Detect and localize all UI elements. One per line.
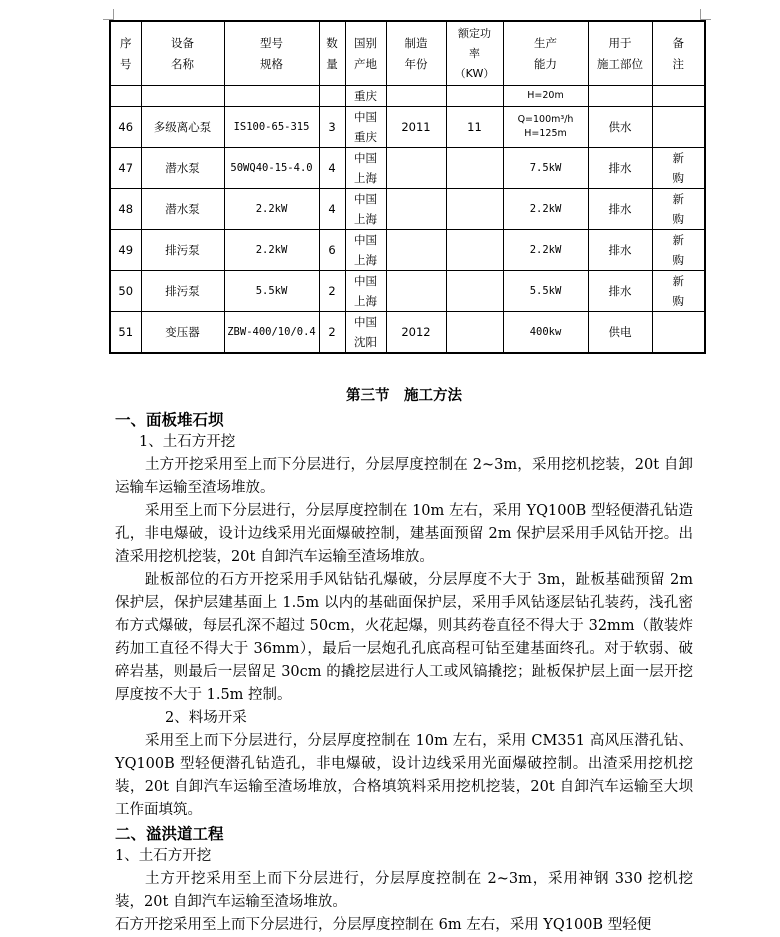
- cell-usage: 排水: [588, 271, 652, 312]
- header-qty: 数 量: [319, 21, 345, 86]
- cell-capacity: Q=100m³/h H=125m: [503, 107, 588, 148]
- header-no: 序 号: [110, 21, 141, 86]
- cell-year: [386, 148, 446, 189]
- cell-usage: 供水: [588, 107, 652, 148]
- cell-note: [652, 107, 705, 148]
- paragraph-quarry: 采用至上而下分层进行，分层厚度控制在 10m 左右，采用 CM351 高风压潜孔钻、YQ100B 型轻便潜孔钻造孔，非电爆破，设计边线采用光面爆破控制。出渣采用挖机挖装，20t 自卸汽车运输至渣场堆放，合格填筑料采用挖机挖装，20t 自卸汽车运输至大坝工作面填筑。: [115, 733, 693, 818]
- heading-dam: 一、面板堆石坝: [115, 410, 224, 429]
- cell-no: 47: [110, 148, 141, 189]
- cell-model: ZBW-400/10/0.4: [224, 312, 319, 354]
- cell-name: 排污泵: [141, 230, 224, 271]
- cell-note: 新 购: [652, 271, 705, 312]
- cell-power: [446, 312, 503, 354]
- paragraph-spillway-rock: 石方开挖采用至上而下分层进行，分层厚度控制在 6m 左右，采用 YQ100B 型轻便: [115, 917, 652, 933]
- cell-name: 潜水泵: [141, 148, 224, 189]
- cell-capacity: 2.2kW: [503, 189, 588, 230]
- cell-no: 48: [110, 189, 141, 230]
- cell-model: 2.2kW: [224, 230, 319, 271]
- cell-qty: 3: [319, 107, 345, 148]
- cell-model: IS100-65-315: [224, 107, 319, 148]
- cell-model: 50WQ40-15-4.0: [224, 148, 319, 189]
- cell-note: 新 购: [652, 189, 705, 230]
- cell-qty: 2: [319, 271, 345, 312]
- header-year: 制造 年份: [386, 21, 446, 86]
- cell-name: 变压器: [141, 312, 224, 354]
- cell-name: 排污泵: [141, 271, 224, 312]
- cell-origin: 中国 上海: [345, 189, 386, 230]
- header-model: 型号 规格: [224, 21, 319, 86]
- cell-qty: 6: [319, 230, 345, 271]
- cell-power: 11: [446, 107, 503, 148]
- cell-usage: 排水: [588, 148, 652, 189]
- subheading-quarry: 2、料场开采: [165, 710, 247, 726]
- cell-qty: 2: [319, 312, 345, 354]
- paragraph-toe-slab: 趾板部位的石方开挖采用手风钻钻孔爆破，分层厚度不大于 3m，趾板基础预留 2m 保护层，保护层建基面上 1.5m 以内的基础面保护层，采用手风钻逐层钻孔装药，浅孔密布方式爆破，每层孔深不超过 50cm，火花起爆，则其药卷直径不得大于 32mm（散装炸药加工直径不得大于 36mm），最后一层炮孔孔底高程可钻至建基面终孔。对于软弱、破碎岩基，则最后一层留足 30cm 的撬挖层进行人工或风镐撬挖；趾板保护层上面一层开挖厚度按不大于 1.5m 控制。: [115, 572, 693, 703]
- cell-usage: 排水: [588, 189, 652, 230]
- heading-spillway: 二、溢洪道工程: [115, 824, 224, 843]
- cell-power: [446, 148, 503, 189]
- cell-no: 50: [110, 271, 141, 312]
- paragraph-earth-excavation: 土方开挖采用至上而下分层进行，分层厚度控制在 2~3m，采用挖机挖装，20t 自卸运输车运输至渣场堆放。: [115, 457, 693, 496]
- cell-year: 2011: [386, 107, 446, 148]
- equipment-table: [109, 20, 706, 354]
- cell-model: 2.2kW: [224, 189, 319, 230]
- cell-usage: 排水: [588, 230, 652, 271]
- cell-model: 5.5kW: [224, 271, 319, 312]
- header-power: 额定功 率 （KW）: [446, 21, 503, 86]
- header-capacity: 生产 能力: [503, 21, 588, 86]
- cell-origin: 重庆: [345, 86, 386, 107]
- document-body: [115, 384, 693, 937]
- cell-note: 新 购: [652, 230, 705, 271]
- cell-power: [446, 271, 503, 312]
- cell-no: 51: [110, 312, 141, 354]
- cell-name: 多级离心泵: [141, 107, 224, 148]
- table-header-row: [110, 21, 705, 86]
- header-note: 备 注: [652, 21, 705, 86]
- cell-qty: 4: [319, 189, 345, 230]
- subheading-excavation: 1、土石方开挖: [139, 434, 236, 450]
- table-row: [110, 107, 705, 148]
- cell-year: [386, 189, 446, 230]
- cell-capacity: 7.5kW: [503, 148, 588, 189]
- table-row: [110, 271, 705, 312]
- header-name: 设备 名称: [141, 21, 224, 86]
- cell-capacity: H=20m: [503, 86, 588, 107]
- cell-capacity: 400kw: [503, 312, 588, 354]
- cell-capacity: 5.5kW: [503, 271, 588, 312]
- page-corner-mark-right: [700, 9, 711, 20]
- cell-no: 49: [110, 230, 141, 271]
- cell-note: [652, 312, 705, 354]
- cell-power: [446, 189, 503, 230]
- cell-name: 潜水泵: [141, 189, 224, 230]
- table-row: [110, 312, 705, 354]
- table-row: [110, 230, 705, 271]
- cell-year: [386, 230, 446, 271]
- cell-qty: 4: [319, 148, 345, 189]
- header-usage: 用于 施工部位: [588, 21, 652, 86]
- cell-year: 2012: [386, 312, 446, 354]
- header-origin: 国别 产地: [345, 21, 386, 86]
- cell-origin: 中国 重庆: [345, 107, 386, 148]
- cell-origin: 中国 沈阳: [345, 312, 386, 354]
- paragraph-rock-excavation: 采用至上而下分层进行，分层厚度控制在 10m 左右，采用 YQ100B 型轻便潜孔钻造孔，非电爆破，设计边线采用光面爆破控制，建基面预留 2m 保护层采用手风钻开挖。出渣采用挖机挖装，20t 自卸汽车运输至渣场堆放。: [115, 503, 693, 565]
- section-title: 第三节 施工方法: [346, 387, 462, 404]
- cell-origin: 中国 上海: [345, 230, 386, 271]
- page-corner-mark-left: [103, 9, 114, 20]
- cell-origin: 中国 上海: [345, 148, 386, 189]
- cell-no: 46: [110, 107, 141, 148]
- cell-origin: 中国 上海: [345, 271, 386, 312]
- table-row-partial: [110, 86, 705, 107]
- cell-power: [446, 230, 503, 271]
- paragraph-spillway-earth: 土方开挖采用至上而下分层进行，分层厚度控制在 2~3m，采用神钢 330 挖机挖装，20t 自卸汽车运输至渣场堆放。: [115, 871, 693, 910]
- cell-capacity: 2.2kW: [503, 230, 588, 271]
- cell-year: [386, 271, 446, 312]
- table-row: [110, 189, 705, 230]
- table-row: [110, 148, 705, 189]
- cell-note: 新 购: [652, 148, 705, 189]
- cell-usage: 供电: [588, 312, 652, 354]
- subheading-spillway-excavation: 1、土石方开挖: [115, 848, 212, 864]
